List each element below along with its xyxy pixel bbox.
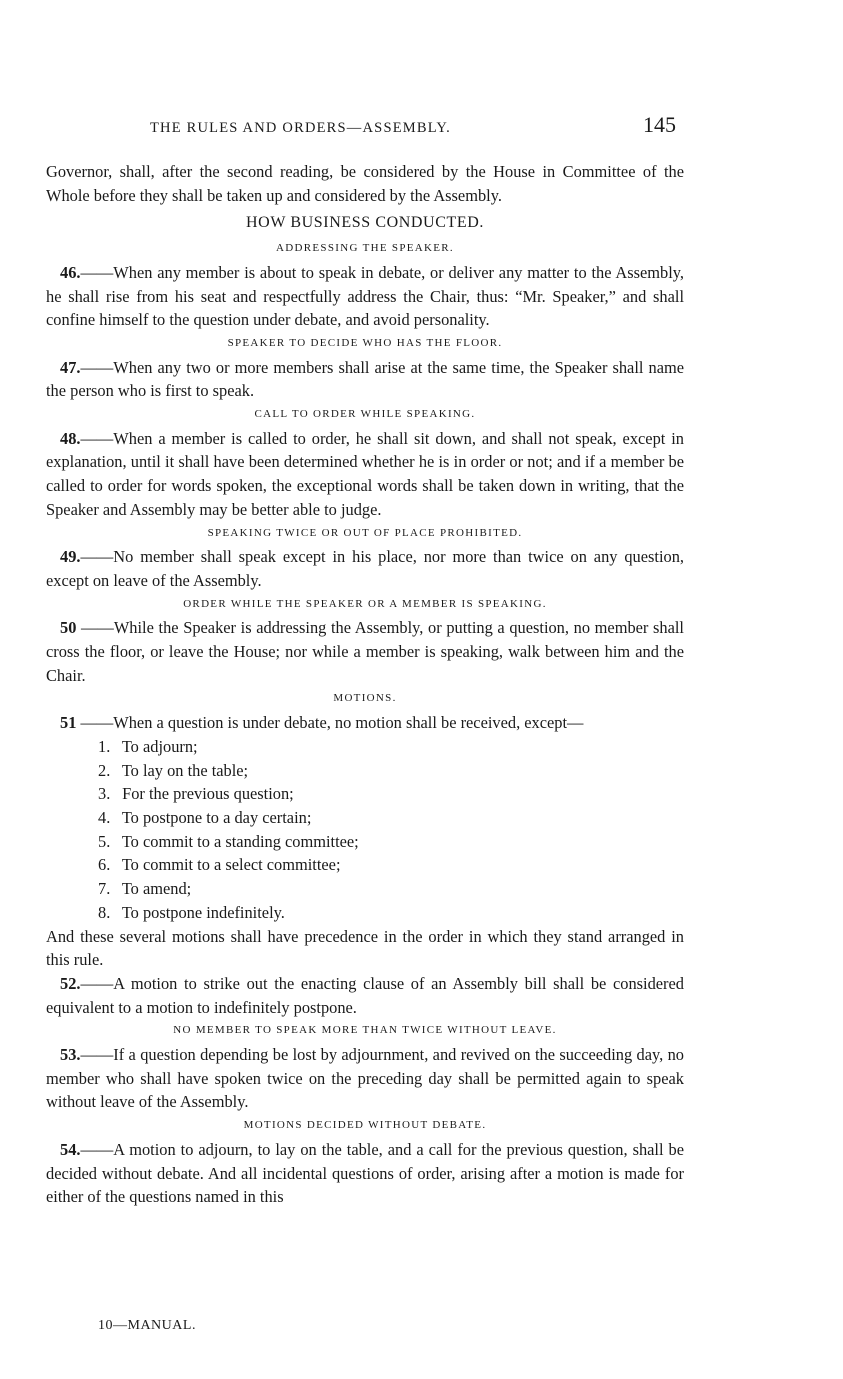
rule-47 xyxy=(46,356,684,403)
rule-53-number: 53. xyxy=(60,1045,81,1065)
rule-47-number: 47. xyxy=(60,357,81,377)
rule-54 xyxy=(46,1138,684,1209)
list-item xyxy=(98,853,684,877)
list-item-text: To amend; xyxy=(121,879,192,899)
section-heading: HOW BUSINESS CONDUCTED. xyxy=(246,214,484,232)
list-item xyxy=(98,782,684,806)
list-item-number: 6. xyxy=(98,855,111,875)
rule-48-number: 48. xyxy=(60,428,81,448)
rule-54-text: ——A motion to adjourn, to lay on the table, and a call for the previous question, shall be decided without debate. And all incidental questions of order, arising after a motion is made for either of the questions named in this xyxy=(46,1139,684,1207)
rule-49-heading: SPEAKING TWICE OR OUT OF PLACE PROHIBITED. xyxy=(207,526,523,539)
rule-50 xyxy=(46,616,684,687)
list-item-text: To postpone to a day certain; xyxy=(121,807,312,827)
rule-51-heading: MOTIONS. xyxy=(333,692,397,705)
motions-list xyxy=(46,735,684,925)
rule-46-number: 46. xyxy=(60,262,81,282)
rule-50-text: ——While the Speaker is addressing the Assembly, or putting a question, no member shall cross the floor, or leave the House; nor while a member is speaking, walk between him and the Chair. xyxy=(46,618,684,685)
list-item-text: To commit to a select committee; xyxy=(121,855,341,875)
list-item xyxy=(98,877,684,901)
rule-53 xyxy=(46,1043,684,1114)
list-item-number: 4. xyxy=(98,807,111,827)
rule-48 xyxy=(46,427,684,522)
page-header xyxy=(150,112,680,142)
list-item xyxy=(98,735,684,759)
list-item-text: To lay on the table; xyxy=(121,760,249,780)
rule-51-number: 51 xyxy=(60,713,77,733)
rule-51 xyxy=(46,711,684,735)
rule-49-number: 49. xyxy=(60,547,81,567)
list-item-number: 3. xyxy=(98,784,111,804)
page-footer-signature: 10—MANUAL. xyxy=(98,1318,196,1333)
list-item xyxy=(98,830,684,854)
rule-52-text: ——A motion to strike out the enacting clause of an Assembly bill shall be considered equivalent to a motion to indefinitely postpone. xyxy=(46,973,684,1017)
rule-49-text: ——No member shall speak except in his place, nor more than twice on any question, except on leave of the Assembly. xyxy=(46,547,684,590)
list-item-number: 2. xyxy=(98,760,111,780)
rule-53-heading: NO MEMBER TO SPEAK MORE THAN TWICE WITHOUT LEAVE. xyxy=(173,1024,557,1037)
rule-48-heading: CALL TO ORDER WHILE SPEAKING. xyxy=(254,408,476,421)
continuation-paragraph: Governor, shall, after the second reading, be considered by the House in Committee of the Whole before they shall be taken up and considered by the Assembly. xyxy=(46,162,684,205)
rule-49 xyxy=(46,545,684,592)
rule-46-heading: ADDRESSING THE SPEAKER. xyxy=(276,242,454,255)
page-body xyxy=(46,160,684,1209)
list-item-number: 5. xyxy=(98,831,111,851)
list-item xyxy=(98,806,684,830)
rule-53-text: ——If a question depending be lost by adjournment, and revived on the succeeding day, no member who shall have spoken twice on the preceding day shall be permitted again to speak without leave of the Assembly. xyxy=(46,1045,684,1112)
rule-54-number: 54. xyxy=(60,1139,81,1159)
rule-47-heading: SPEAKER TO DECIDE WHO HAS THE FLOOR. xyxy=(227,336,503,349)
list-item-text: For the previous question; xyxy=(122,784,294,804)
page-number: 145 xyxy=(643,112,676,137)
rule-51-closing: And these several motions shall have precedence in the order in which they stand arranged in this rule. xyxy=(46,926,684,970)
list-item xyxy=(98,901,684,925)
list-item-text: To adjourn; xyxy=(121,736,198,756)
rule-54-heading: MOTIONS DECIDED WITHOUT DEBATE. xyxy=(243,1119,487,1132)
list-item-number: 1. xyxy=(98,736,111,756)
rule-52 xyxy=(46,972,684,1019)
rule-47-text: ——When any two or more members shall arise at the same time, the Speaker shall name the person who is first to speak. xyxy=(46,357,684,401)
list-item-number: 8. xyxy=(98,902,111,922)
rule-46-text: ——When any member is about to speak in debate, or deliver any matter to the Assembly, he shall rise from his seat and respectfully address the Chair, thus: “Mr. Speaker,” and shall confine himself to the question under debate, and avoid personality. xyxy=(46,262,684,330)
list-item xyxy=(98,759,684,783)
list-item-text: To postpone indefinitely. xyxy=(121,902,285,922)
rule-48-text: ——When a member is called to order, he shall sit down, and shall not speak, except in explanation, until it shall have been determined whether he is in order or not; and if a member be called to order for words spoken, the exceptional words shall be taken down in writing, that the Speaker and Assembly may be better able to judge. xyxy=(46,428,684,519)
rule-46 xyxy=(46,261,684,332)
rule-50-heading: ORDER WHILE THE SPEAKER OR A MEMBER IS SPEAKING. xyxy=(183,597,547,610)
rule-50-number: 50 xyxy=(60,618,77,638)
list-item-text: To commit to a standing committee; xyxy=(121,831,359,851)
list-item-number: 7. xyxy=(98,879,111,899)
rule-52-number: 52. xyxy=(60,973,81,993)
rule-51-text: ——When a question is under debate, no motion shall be received, except— xyxy=(76,713,584,733)
running-title: THE RULES AND ORDERS—ASSEMBLY. xyxy=(150,120,451,136)
